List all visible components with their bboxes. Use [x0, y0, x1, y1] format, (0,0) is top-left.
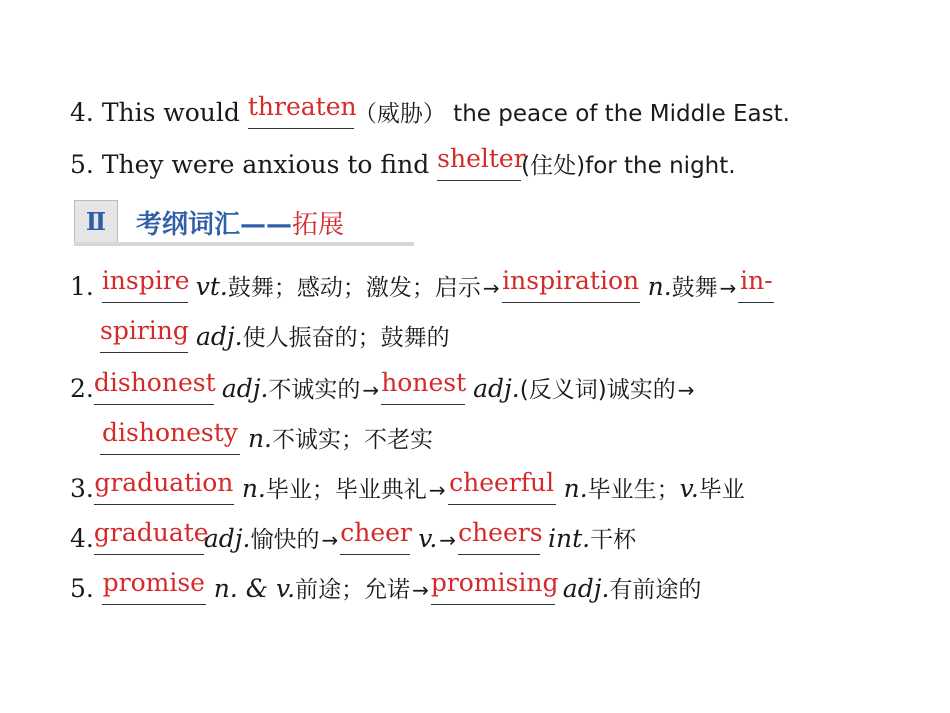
answer-text: promising: [430, 568, 559, 597]
item-number: 5.: [70, 574, 94, 603]
meaning: 鼓舞；感动；激发；启示: [227, 275, 481, 301]
item-number: 3.: [70, 474, 94, 503]
vocab-item-5: [70, 568, 702, 605]
meaning: 前途；允诺: [295, 577, 411, 603]
answer-blank: [448, 468, 556, 505]
part-of-speech: n. & v.: [213, 574, 296, 603]
answer-text: graduate: [93, 518, 209, 547]
answer-text: shelter: [437, 144, 526, 173]
meaning: 有前途的: [609, 577, 702, 603]
part-of-speech: adj.: [195, 322, 243, 351]
answer-blank: [102, 568, 206, 605]
item-number: 1.: [70, 272, 94, 301]
answer-blank: [93, 368, 216, 405]
meaning: 毕业生；: [587, 477, 680, 503]
answer-text: threaten: [247, 92, 357, 121]
part-of-speech: v.: [418, 524, 438, 553]
part-of-speech: n.: [563, 474, 588, 503]
answer-text: inspire: [101, 266, 190, 295]
part-of-speech: adj.: [221, 374, 269, 403]
meaning: 毕业: [698, 477, 745, 503]
item-number: 5.: [70, 150, 94, 179]
part-of-speech: vt.: [195, 272, 228, 301]
arrow-icon: →: [482, 276, 500, 300]
answer-text: graduation: [94, 468, 234, 497]
answer-blank: [502, 266, 640, 303]
answer-blank: [437, 144, 526, 181]
arrow-icon: →: [362, 378, 380, 402]
section-subtitle: 拓展: [292, 210, 345, 240]
answer-text: dishonesty: [102, 418, 238, 447]
meaning: 愉快的: [250, 527, 320, 553]
meaning: 鼓舞: [671, 275, 718, 301]
answer-text: inspiration: [502, 266, 640, 295]
answer-blank: [247, 92, 357, 129]
meaning: 不诚实的: [268, 377, 361, 403]
vocab-item-3: [70, 468, 745, 505]
sentence-4: [70, 92, 790, 129]
meaning: 毕业；毕业典礼: [265, 477, 427, 503]
section-banner: [74, 200, 414, 244]
vocab-item-1: [70, 266, 774, 303]
answer-blank: [458, 518, 543, 555]
sentence-5: [70, 144, 736, 181]
arrow-icon: →: [439, 528, 457, 552]
vocab-item-2: [70, 368, 696, 405]
answer-blank: [93, 518, 209, 555]
part-of-speech: n.: [247, 424, 273, 453]
part-of-speech: int.: [548, 524, 591, 553]
arrow-icon: →: [321, 528, 339, 552]
answer-blank: [340, 518, 412, 555]
part-of-speech: n.: [647, 272, 672, 301]
sentence-text: This would: [101, 98, 240, 127]
answer-blank: [100, 316, 189, 353]
meaning: 使人振奋的；鼓舞的: [242, 325, 450, 351]
banner-underline: [74, 242, 414, 246]
item-number: 4.: [70, 524, 94, 553]
part-of-speech: adj.: [473, 374, 520, 403]
answer-blank: [738, 266, 774, 303]
vocab-item-1-cont: [100, 316, 450, 353]
answer-text: spiring: [100, 316, 189, 345]
answer-text: cheers: [458, 518, 543, 547]
arrow-icon: →: [428, 478, 446, 502]
item-number: 4.: [70, 98, 94, 127]
section-roman-numeral: Ⅱ: [85, 207, 107, 236]
part-of-speech: adj.: [203, 524, 251, 553]
answer-text: cheerful: [449, 468, 555, 497]
sentence-text: (住处)for the night.: [521, 153, 736, 179]
vocab-item-2-cont: [100, 418, 434, 455]
section-title: 考纲词汇——拓展: [136, 210, 345, 240]
meaning: 干杯: [590, 527, 637, 553]
answer-blank: [100, 418, 240, 455]
part-of-speech: v.: [679, 474, 699, 503]
arrow-icon: →: [677, 378, 695, 402]
part-of-speech: adj.: [562, 574, 610, 603]
section-number-box: [74, 200, 118, 244]
answer-blank: [94, 468, 234, 505]
answer-text: dishonest: [93, 368, 216, 397]
answer-text: in-: [740, 266, 773, 295]
answer-text: honest: [381, 368, 467, 397]
meaning: 不诚实；不老实: [272, 427, 434, 453]
sentence-text: （威胁） the peace of the Middle East.: [353, 101, 790, 127]
answer-text: promise: [102, 568, 205, 597]
arrow-icon: →: [719, 276, 737, 300]
answer-text: cheer: [340, 518, 412, 547]
answer-blank: [430, 568, 559, 605]
answer-blank: [381, 368, 467, 405]
meaning: (反义词)诚实的: [519, 377, 676, 403]
vocab-item-4: [70, 518, 637, 555]
part-of-speech: n.: [241, 474, 266, 503]
item-number: 2.: [70, 374, 94, 403]
arrow-icon: →: [412, 578, 429, 602]
answer-blank: [101, 266, 190, 303]
sentence-text: They were anxious to find: [101, 150, 430, 179]
